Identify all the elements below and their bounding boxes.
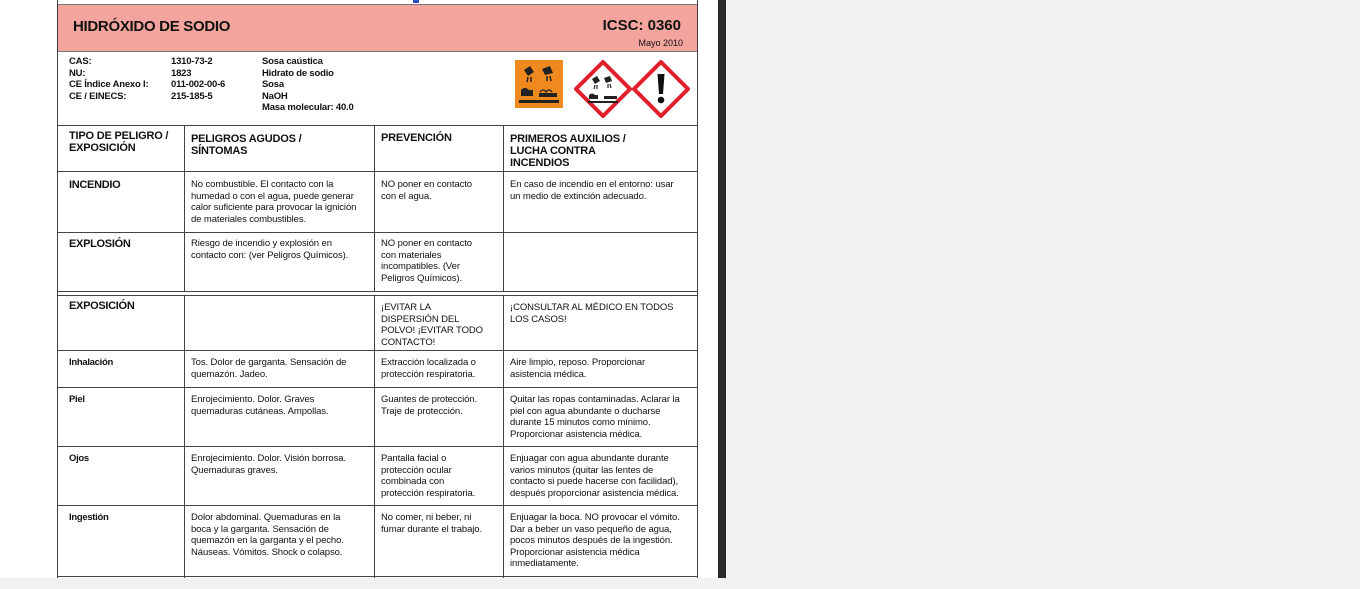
explosion-symptoms: Riesgo de incendio y explosión en contacto con: (ver Peligros Químicos). bbox=[191, 238, 349, 261]
ingestion-prevention: No comer, ni beber, ni fumar durante el trabajo. bbox=[381, 512, 483, 535]
exposure-first-aid: ¡CONSULTAR AL MÉDICO EN TODOS LOS CASOS! bbox=[510, 302, 674, 325]
ingestion-first-aid: Enjuagar la boca. NO provocar el vómito. Dar a beber un vaso pequeño de agua, pocos minutos después de la ingestión. Proporcionar asistencia médica inmediatamente. bbox=[510, 512, 680, 569]
card-header bbox=[58, 4, 697, 52]
eyes-first-aid: Enjuagar con agua abundante durante varios minutos (quitar las lentes de contacto si puede hacerse con facilidad), después proporcionar asistencia médica. bbox=[510, 453, 679, 499]
explosion-prevention: NO poner en contacto con materiales incompatibles. (Ver Peligros Químicos). bbox=[381, 238, 472, 284]
molecular-mass: Masa molecular: 40.0 bbox=[262, 102, 354, 113]
header-prevention: PREVENCIÓN bbox=[381, 132, 452, 144]
label-cas: CAS: bbox=[69, 56, 92, 67]
fire-first-aid: En caso de incendio en el entorno: usar un medio de extinción adecuado. bbox=[510, 179, 674, 202]
identifier-labels bbox=[69, 56, 148, 102]
inhalation-first-aid: Aire limpio, reposo. Proporcionar asistencia médica. bbox=[510, 357, 646, 380]
value-nu: 1823 bbox=[171, 67, 192, 79]
header-first-aid: PRIMEROS AUXILIOS / LUCHA CONTRA INCENDIOS bbox=[510, 133, 626, 169]
table-top-border bbox=[58, 125, 697, 126]
synonym: Sosa caústica bbox=[262, 56, 323, 67]
synonym: Sosa bbox=[262, 79, 284, 90]
column-divider bbox=[184, 125, 185, 292]
value-einecs: 215-185-5 bbox=[171, 90, 213, 102]
column-divider bbox=[503, 125, 504, 292]
chemical-title: HIDRÓXIDO DE SODIO bbox=[73, 18, 231, 35]
column-divider bbox=[374, 125, 375, 292]
row-divider bbox=[58, 505, 697, 506]
row-label-exposure: EXPOSICIÓN bbox=[69, 300, 135, 312]
row-divider bbox=[58, 232, 697, 233]
row-divider bbox=[58, 446, 697, 447]
label-ce-index: CE Índice Anexo I: bbox=[69, 79, 149, 90]
exclamation-icon bbox=[632, 60, 690, 123]
row-divider bbox=[58, 291, 697, 292]
corrosive-icon bbox=[515, 60, 563, 108]
inhalation-symptoms: Tos. Dolor de garganta. Sensación de quemazón. Jadeo. bbox=[191, 357, 347, 380]
row-label-skin: Piel bbox=[69, 394, 85, 405]
corrosion-ghs-icon bbox=[574, 60, 632, 123]
column-divider bbox=[184, 295, 185, 578]
icsc-code: ICSC: 0360 bbox=[602, 17, 681, 34]
row-divider bbox=[58, 576, 697, 577]
label-nu: NU: bbox=[69, 67, 86, 79]
skin-first-aid: Quitar las ropas contaminadas. Aclarar la piel con agua abundante o ducharse durante 15 minutos como mínimo. Proporcionar asistencia médica. bbox=[510, 394, 680, 440]
inhalation-prevention: Extracción localizada o protección respiratoria. bbox=[381, 357, 476, 380]
label-einecs: CE / EINECS: bbox=[69, 90, 127, 102]
skin-prevention: Guantes de protección. Traje de protección. bbox=[381, 394, 478, 417]
value-cas: 1310-73-2 bbox=[171, 56, 213, 67]
page-marker bbox=[413, 0, 419, 3]
fire-prevention: NO poner en contacto con el agua. bbox=[381, 179, 472, 202]
row-label-inhalation: Inhalación bbox=[69, 357, 113, 368]
row-label-eyes: Ojos bbox=[69, 453, 89, 464]
synonym: NaOH bbox=[262, 90, 288, 102]
row-label-fire: INCENDIO bbox=[69, 179, 121, 191]
synonyms bbox=[262, 56, 354, 114]
synonym: Hidrato de sodio bbox=[262, 67, 334, 79]
exposure-prevention: ¡EVITAR LA DISPERSIÓN DEL POLVO! ¡EVITAR TODO CONTACTO! bbox=[381, 302, 483, 348]
identifier-values bbox=[171, 56, 225, 102]
eyes-symptoms: Enrojecimiento. Dolor. Visión borrosa. Quemaduras graves. bbox=[191, 453, 346, 476]
skin-symptoms: Enrojecimiento. Dolor. Graves quemaduras cutáneas. Ampollas. bbox=[191, 394, 329, 417]
row-divider bbox=[58, 295, 697, 296]
header-hazard-type: TIPO DE PELIGRO / EXPOSICIÓN bbox=[69, 130, 169, 154]
safety-card bbox=[57, 0, 698, 578]
viewer-edge bbox=[718, 0, 726, 578]
row-label-explosion: EXPLOSIÓN bbox=[69, 238, 131, 250]
header-acute-hazards: PELIGROS AGUDOS / SÍNTOMAS bbox=[191, 133, 302, 157]
value-ce-index: 011-002-00-6 bbox=[171, 79, 226, 90]
revision-date: Mayo 2010 bbox=[638, 38, 683, 48]
header-divider bbox=[58, 171, 697, 172]
row-divider bbox=[58, 350, 697, 351]
row-label-ingestion: Ingestión bbox=[69, 512, 109, 523]
row-divider bbox=[58, 387, 697, 388]
ingestion-symptoms: Dolor abdominal. Quemaduras en la boca y la garganta. Sensación de quemazón en la garganta y el pecho. Náuseas. Vómitos. Shock o colapso. bbox=[191, 512, 344, 558]
eyes-prevention: Pantalla facial o protección ocular combinada con protección respiratoria. bbox=[381, 453, 476, 499]
column-divider bbox=[503, 295, 504, 578]
fire-symptoms: No combustible. El contacto con la humedad o con el agua, puede generar calor suficiente para provocar la ignición de materiales combustibles. bbox=[191, 179, 357, 225]
column-divider bbox=[374, 295, 375, 578]
